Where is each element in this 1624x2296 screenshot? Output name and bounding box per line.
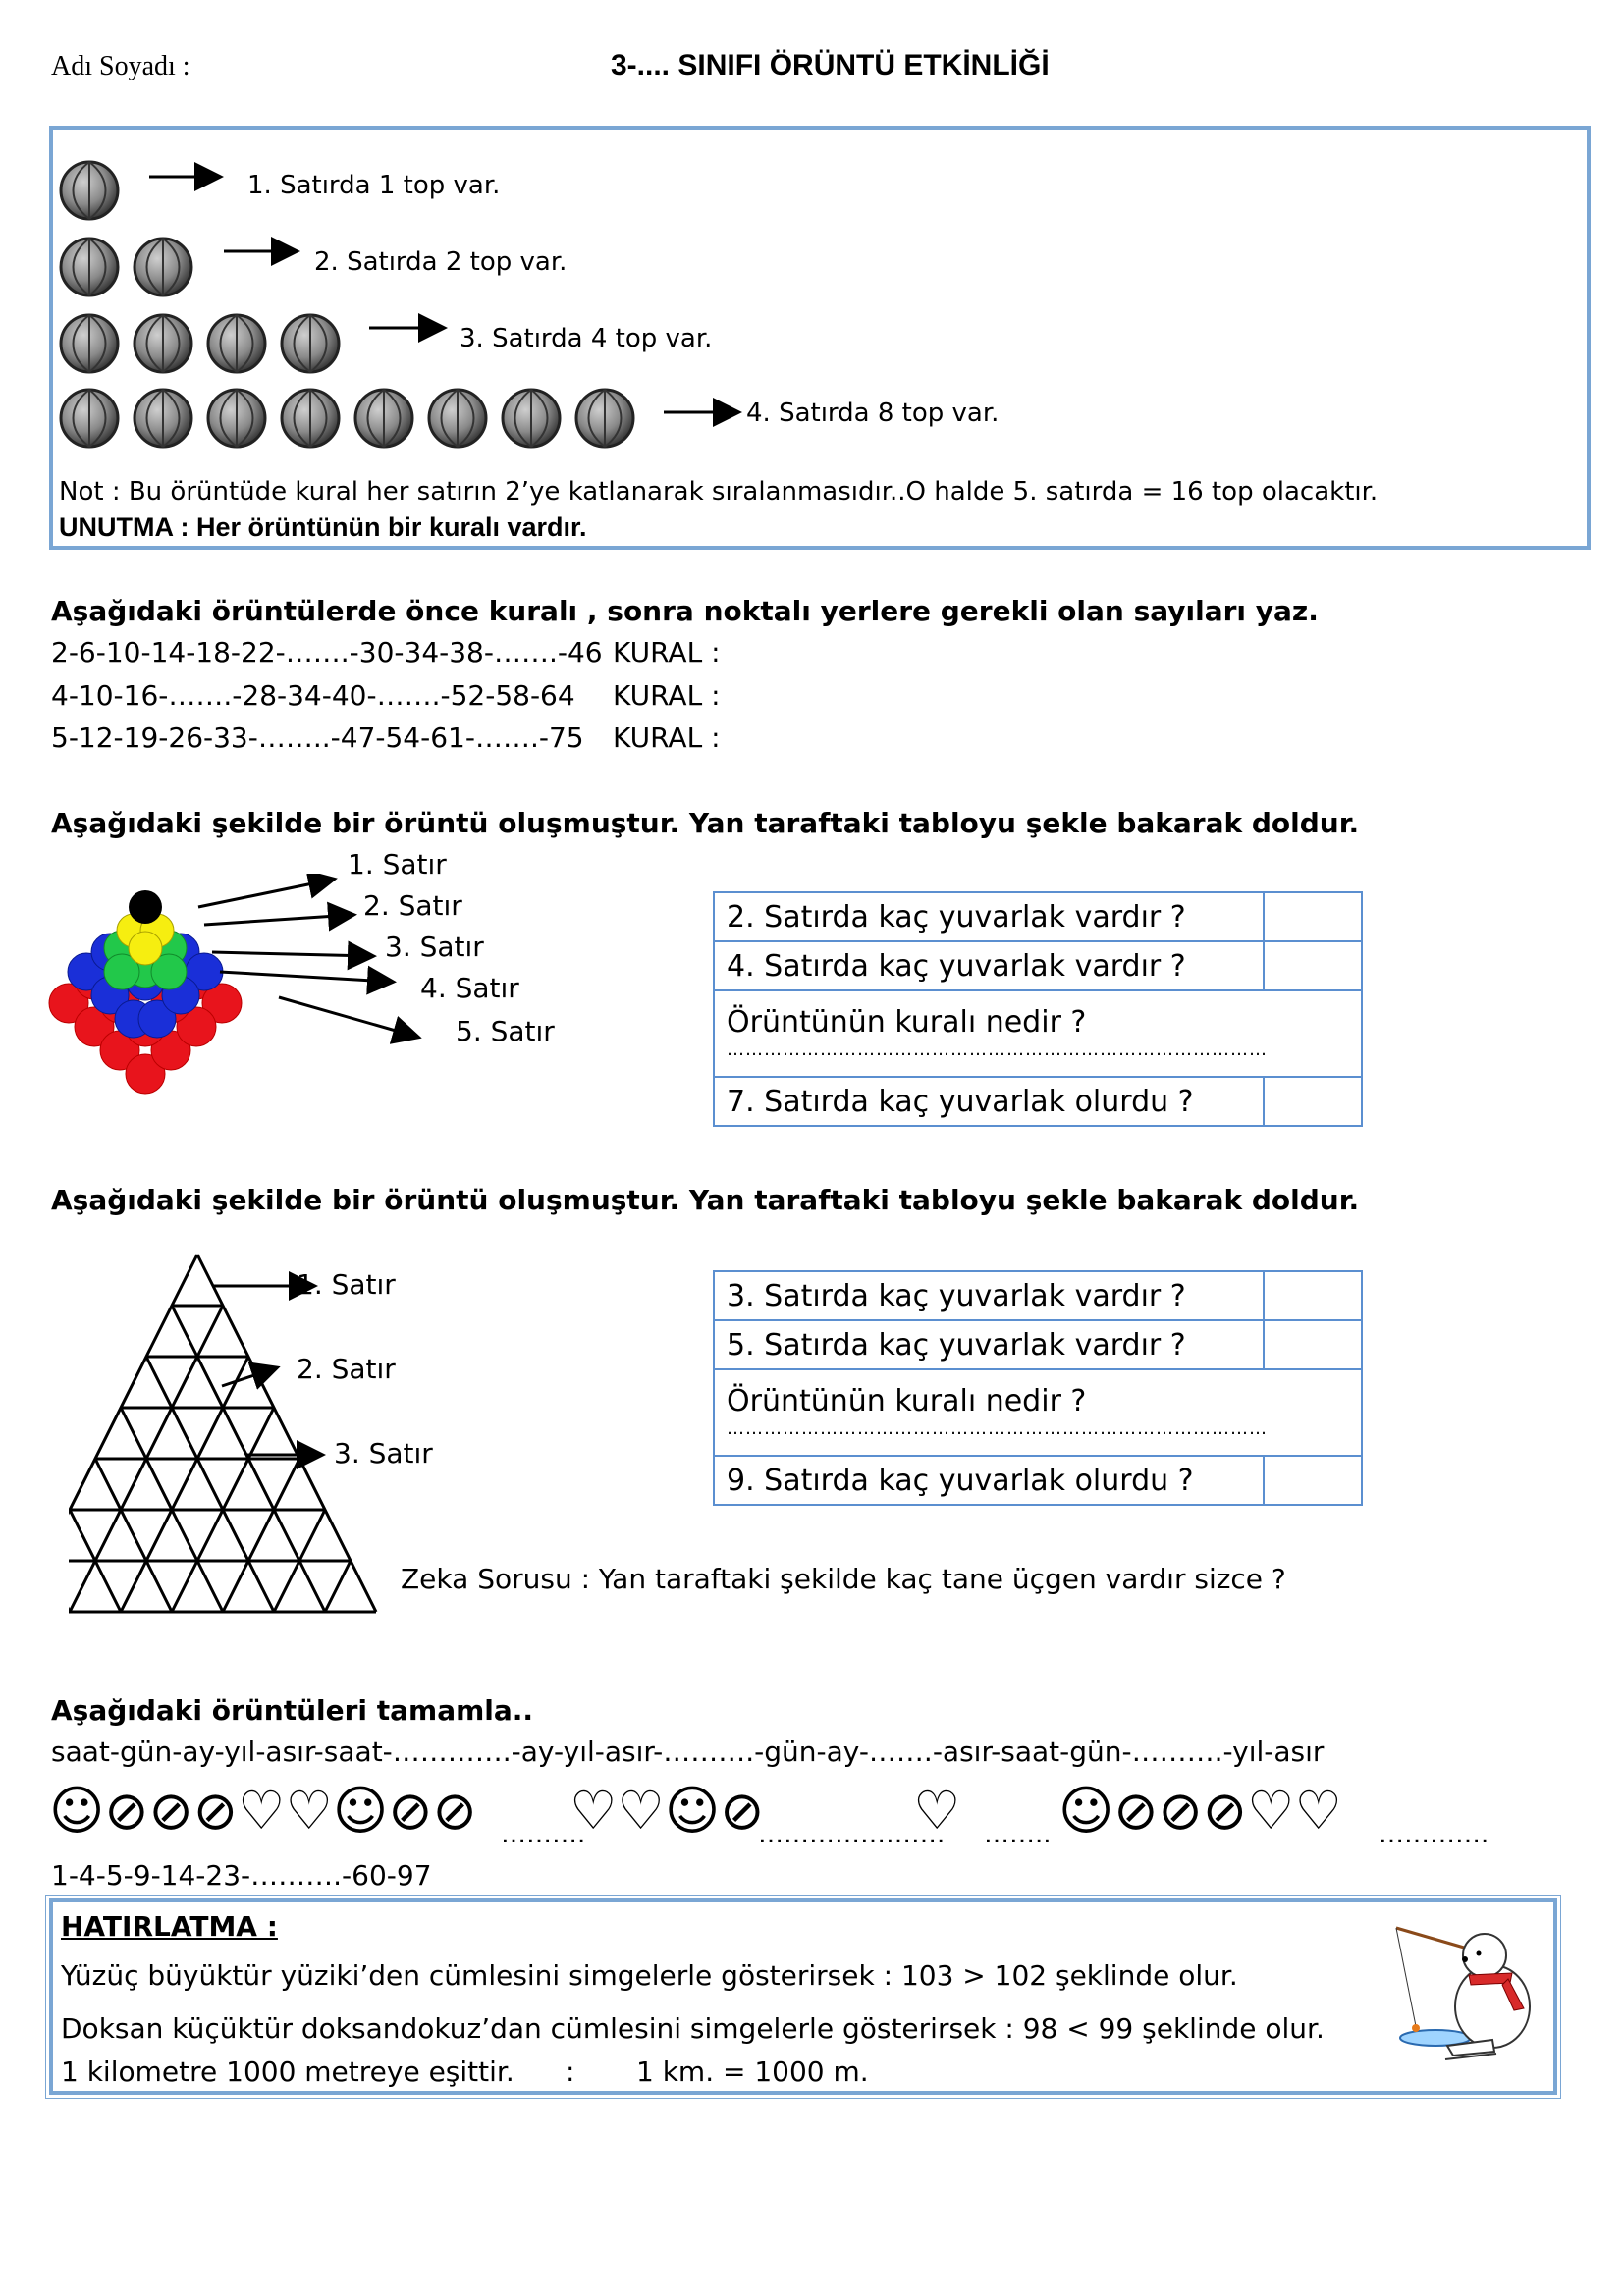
reminder-line-1: Yüzüç büyüktür yüziki’den cümlesini simgelerle gösterirsek : 103 > 102 şeklinde olur.: [61, 1959, 1238, 1992]
no-sign-icon: ⊘: [1113, 1780, 1159, 1842]
section2-heading: Aşağıdaki şekilde bir örüntü oluşmuştur. Yan taraftaki tabloyu şekle bakarak doldur.: [51, 807, 1360, 839]
symbol-group-3: [1058, 1780, 1342, 1842]
triangle-row-label-3: 3. Satır: [334, 1437, 433, 1469]
example-row-1-text: 1. Satırda 1 top var.: [247, 171, 501, 200]
symbol-blank-1[interactable]: ……….: [501, 1820, 586, 1849]
section1-heading: Aşağıdaki örüntülerde önce kuralı , sonra noktalı yerlere gerekli olan sayıları yaz.: [51, 595, 1319, 627]
example-row-4-text: 4. Satırda 8 top var.: [746, 399, 1000, 428]
example-row-2-text: 2. Satırda 2 top var.: [314, 247, 568, 277]
polar-bear-fishing-illustration: [1377, 1910, 1543, 2067]
triangle-edge: [121, 1357, 248, 1612]
question-text: 2. Satırda kaç yuvarlak vardır ?: [714, 892, 1264, 941]
heart-icon: ♡: [913, 1780, 961, 1842]
reminder-line-separator: :: [566, 2056, 575, 2088]
triangle-edge: [146, 1357, 274, 1612]
heart-icon: ♡: [1247, 1780, 1295, 1842]
question-text: 5. Satırda kaç yuvarlak vardır ?: [714, 1320, 1264, 1369]
no-sign-icon: ⊘: [1158, 1780, 1203, 1842]
smiley-icon: ☺: [1058, 1780, 1114, 1842]
section4-heading: Aşağıdaki örüntüleri tamamla..: [51, 1694, 534, 1727]
reminder-title: HATIRLATMA :: [61, 1910, 278, 1943]
answer-cell[interactable]: [1264, 941, 1362, 990]
reminder-line-2: Doksan küçüktür doksandokuz’dan cümlesini simgelerle gösterirsek : 98 < 99 şeklinde olur.: [61, 2012, 1325, 2045]
answer-cell[interactable]: [1264, 1271, 1362, 1320]
heart-icon: ♡: [285, 1780, 333, 1842]
section3-heading: Aşağıdaki şekilde bir örüntü oluşmuştur. Yan taraftaki tabloyu şekle bakarak doldur.: [51, 1184, 1360, 1216]
example-note: Not : Bu örüntüde kural her satırın 2’ye katlanarak sıralanmasıdır..O halde 5. satırda = 16 top olacaktır.: [59, 477, 1379, 507]
section1-rule-3: KURAL :: [613, 721, 721, 754]
pyramid-row-label-4: 4. Satır: [420, 972, 519, 1004]
triangle-edge: [69, 1561, 70, 1612]
no-sign-icon: ⊘: [104, 1780, 149, 1842]
example-row-3-text: 3. Satırda 4 top var.: [460, 324, 713, 353]
question-text: Örüntünün kuralı nedir ?: [727, 1005, 1087, 1041]
reminder-line-3: 1 kilometre 1000 metreye eşittir.: [61, 2056, 514, 2088]
no-sign-icon: ⊘: [192, 1780, 239, 1842]
triangle-row-label-1: 1. Satır: [297, 1268, 396, 1301]
words-pattern-line: saat-gün-ay-yıl-asır-saat-………….-ay-yıl-asır-……….-gün-ay-…….-asır-saat-gün-……….-yıl-asır: [51, 1735, 1325, 1768]
heart-icon: ♡: [617, 1780, 665, 1842]
pyramid-row-label-1: 1. Satır: [348, 848, 447, 881]
no-sign-icon: ⊘: [1202, 1780, 1248, 1842]
symbol-blank-4[interactable]: ………….: [1379, 1820, 1489, 1849]
symbol-pattern-row: [49, 1780, 1561, 1853]
section1-rule-1: KURAL :: [613, 636, 721, 668]
answer-dotted-line: ……………………………………………………………………………: [727, 1039, 1268, 1060]
pyramid-row-label-3: 3. Satır: [385, 931, 484, 963]
pyramid-row-label-2: 2. Satır: [363, 889, 462, 922]
smiley-icon: ☺: [49, 1780, 105, 1842]
no-sign-icon: ⊘: [148, 1780, 193, 1842]
answer-cell[interactable]: [1264, 1456, 1362, 1505]
heart-icon: ♡: [1294, 1780, 1342, 1842]
section1-seq-2: 4-10-16-…….-28-34-40-…….-52-58-64: [51, 679, 575, 712]
triangle-edge: [325, 1561, 351, 1612]
section2-question-table: [713, 891, 1363, 1127]
heart-icon: ♡: [238, 1780, 286, 1842]
smiley-icon: ☺: [664, 1780, 721, 1842]
no-sign-icon: ⊘: [388, 1780, 433, 1842]
section1-seq-1: 2-6-10-14-18-22-…….-30-34-38-…….-46: [51, 636, 603, 668]
example-remember: UNUTMA : Her örüntünün bir kuralı vardır.: [59, 512, 587, 542]
symbol-group-1: [49, 1780, 477, 1842]
heart-icon: ♡: [569, 1780, 618, 1842]
symbol-group-2: [569, 1780, 765, 1842]
section3-question-table: [713, 1270, 1363, 1506]
question-text: Örüntünün kuralı nedir ?: [727, 1384, 1087, 1419]
answer-cell[interactable]: [1264, 1320, 1362, 1369]
number-pattern-line: 1-4-5-9-14-23-……….-60-97: [51, 1859, 432, 1892]
pyramid-row-label-5: 5. Satır: [456, 1015, 555, 1047]
rule-question-cell[interactable]: [714, 1369, 1362, 1456]
page-title: 3-.... SINIFI ÖRÜNTÜ ETKİNLİĞİ: [611, 49, 1050, 81]
triangle-edge: [197, 1255, 376, 1612]
section1-seq-3: 5-12-19-26-33-……..-47-54-61-…….-75: [51, 721, 584, 754]
answer-cell[interactable]: [1264, 1077, 1362, 1126]
symbol-blank-3[interactable]: ……..: [984, 1820, 1052, 1849]
name-label: Adı Soyadı :: [51, 51, 190, 81]
smiley-icon: ☺: [332, 1780, 389, 1842]
question-text: 7. Satırda kaç yuvarlak olurdu ?: [714, 1077, 1264, 1126]
question-text: 9. Satırda kaç yuvarlak olurdu ?: [714, 1456, 1264, 1505]
triangle-row-label-2: 2. Satır: [297, 1353, 396, 1385]
reminder-line-4: 1 km. = 1000 m.: [636, 2056, 869, 2088]
no-sign-icon: ⊘: [720, 1780, 765, 1842]
brain-question: Zeka Sorusu : Yan taraftaki şekilde kaç tane üçgen vardır sizce ?: [401, 1563, 1286, 1595]
answer-dotted-line: ……………………………………………………………………………: [727, 1417, 1268, 1439]
section1-rule-2: KURAL :: [613, 679, 721, 712]
answer-cell[interactable]: [1264, 892, 1362, 941]
no-sign-icon: ⊘: [432, 1780, 477, 1842]
question-text: 3. Satırda kaç yuvarlak vardır ?: [714, 1271, 1264, 1320]
question-text: 4. Satırda kaç yuvarlak vardır ?: [714, 941, 1264, 990]
symbol-blank-2[interactable]: ………………….: [758, 1820, 946, 1849]
rule-question-cell[interactable]: [714, 990, 1362, 1077]
